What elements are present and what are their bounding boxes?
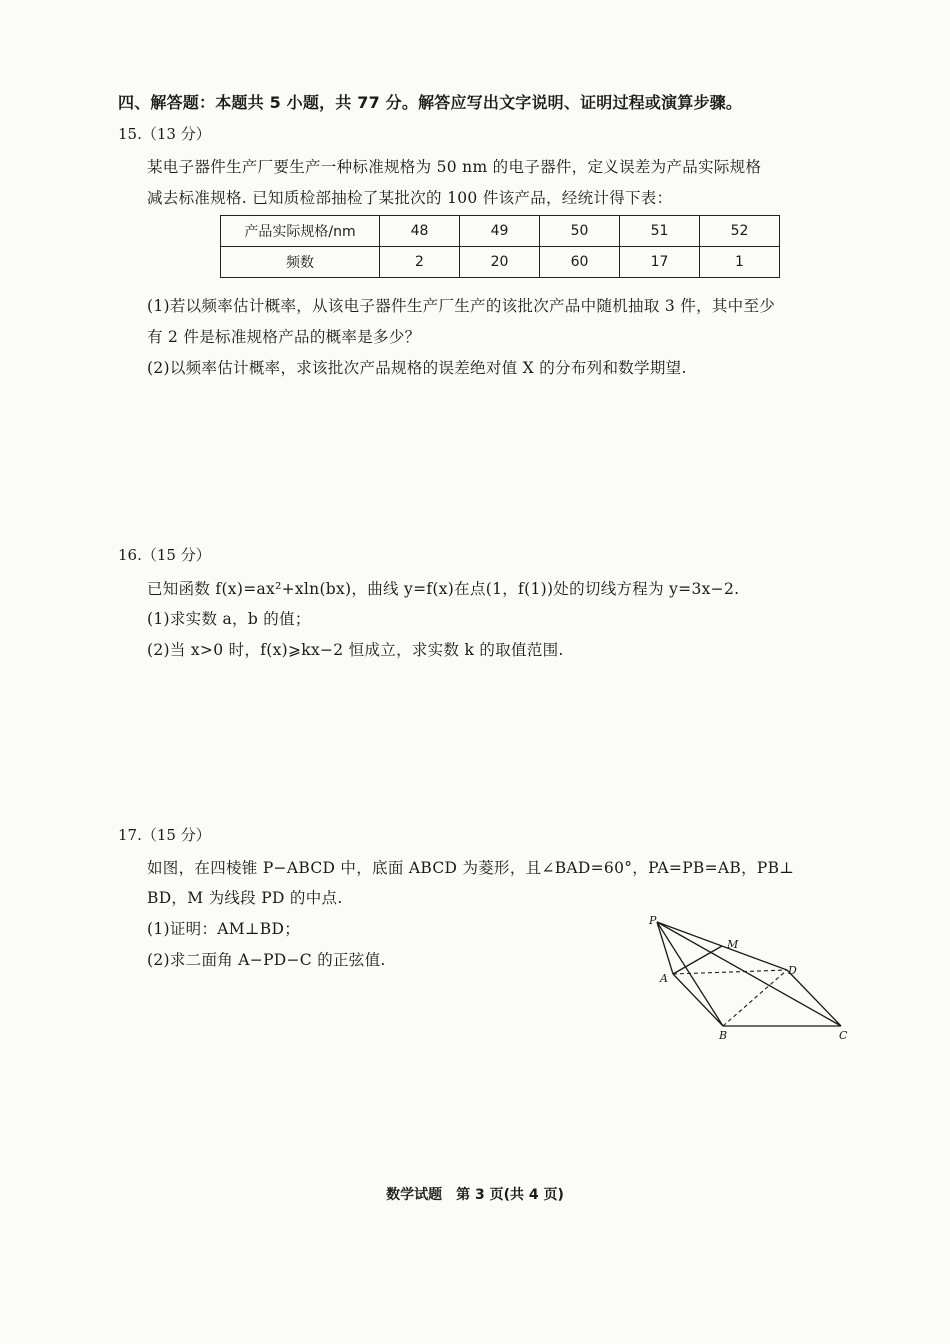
label-P: P — [649, 914, 657, 927]
q17-part2: (2)求二面角 A−PD−C 的正弦值. — [147, 951, 386, 969]
q17-stem-line2: BD，M 为线段 PD 的中点. — [147, 889, 343, 907]
table-cell: 49 — [460, 216, 540, 247]
q15-number: 15.（13 分） — [118, 125, 211, 143]
table-cell: 20 — [460, 247, 540, 278]
q15-intro-line1: 某电子器件生产厂要生产一种标准规格为 50 nm 的电子器件，定义误差为产品实际规格 — [147, 158, 762, 176]
q17-number: 17.（15 分） — [118, 826, 211, 844]
hidden-edge-AD — [673, 970, 787, 974]
label-M: M — [727, 938, 739, 951]
edge-DC — [787, 970, 841, 1026]
q15-part2: (2)以频率估计概率，求该批次产品规格的误差绝对值 X 的分布列和数学期望. — [147, 359, 687, 377]
table-row-frequency — [221, 247, 780, 278]
label-B: B — [719, 1029, 728, 1042]
label-C: C — [839, 1029, 848, 1042]
table-cell: 1 — [700, 247, 780, 278]
pyramid-figure — [645, 912, 855, 1044]
q16-number: 16.（15 分） — [118, 546, 211, 564]
hidden-edge-BD — [723, 970, 787, 1026]
page-footer: 数学试题 第 3 页(共 4 页) — [386, 1187, 564, 1203]
edge-PC — [657, 922, 841, 1026]
q15-part1-line2: 有 2 件是标准规格产品的概率是多少？ — [147, 328, 421, 346]
q15-intro-line2: 减去标准规格. 已知质检部抽检了某批次的 100 件该产品，经统计得下表： — [147, 189, 673, 207]
q15-part1-line1: (1)若以频率估计概率，从该电子器件生产厂生产的该批次产品中随机抽取 3 件，其中至少 — [147, 297, 776, 315]
q17-part1: (1)证明：AM⊥BD； — [147, 920, 301, 938]
table-cell: 48 — [380, 216, 460, 247]
table-cell: 51 — [620, 216, 700, 247]
table-cell: 2 — [380, 247, 460, 278]
table-cell: 50 — [540, 216, 620, 247]
table-cell: 60 — [540, 247, 620, 278]
label-D: D — [788, 964, 797, 977]
q16-part1: (1)求实数 a，b 的值； — [147, 610, 311, 628]
q16-stem: 已知函数 f(x)=ax²+xln(bx)，曲线 y=f(x)在点(1，f(1))处的切线方程为 y=3x−2. — [147, 580, 740, 598]
table-cell: 17 — [620, 247, 700, 278]
edge-AB — [673, 974, 723, 1026]
q17-stem-line1: 如图，在四棱锥 P−ABCD 中，底面 ABCD 为菱形，且∠BAD=60°，PA=PB=AB，PB⊥ — [147, 859, 795, 877]
table-header-frequency: 频数 — [221, 247, 380, 278]
q16-part2: (2)当 x>0 时，f(x)⩾kx−2 恒成立，求实数 k 的取值范围. — [147, 641, 564, 659]
table-header-spec: 产品实际规格/nm — [221, 216, 380, 247]
table-row-spec — [221, 216, 780, 247]
frequency-table — [220, 215, 780, 278]
table-cell: 52 — [700, 216, 780, 247]
label-A: A — [660, 972, 668, 985]
section-header: 四、解答题：本题共 5 小题，共 77 分。解答应写出文字说明、证明过程或演算步骤。 — [118, 93, 743, 112]
